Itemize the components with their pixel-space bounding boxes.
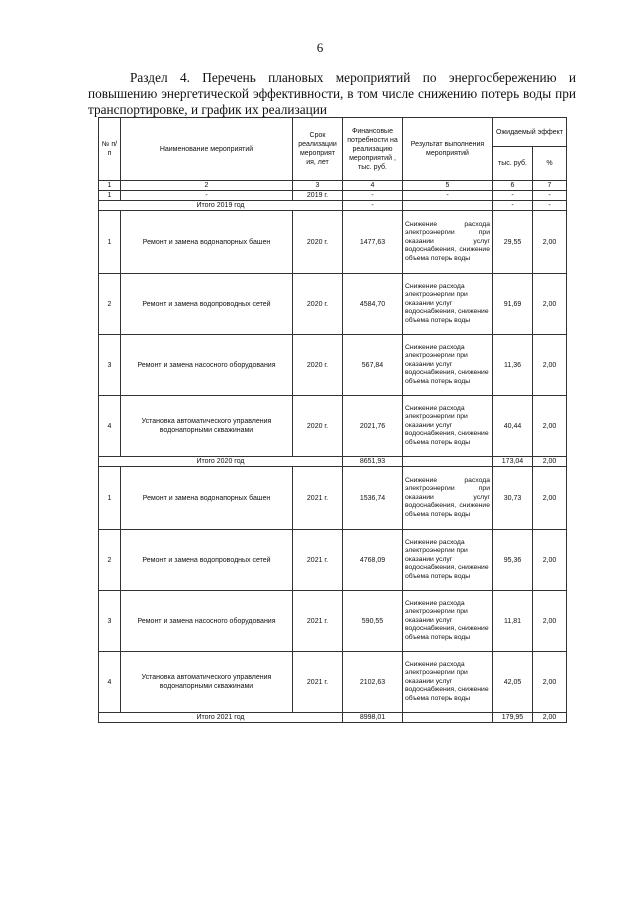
activity-finance: 2021,76 [343,396,403,457]
total-2020-result [403,457,493,467]
page-number: 6 [316,40,324,55]
header-effect: Ожидаемый эффект [493,118,567,147]
row-2019-finance: - [343,191,403,201]
column-number-2: 2 [121,181,293,191]
activity-name: Ремонт и замена водопроводных сетей [121,530,293,591]
activity-row-2020-2 [99,274,567,335]
activity-row-2020-3 [99,335,567,396]
activity-row-2021-2 [99,530,567,591]
activity-term: 2020 г. [293,274,343,335]
activity-finance: 4584,70 [343,274,403,335]
activity-term: 2021 г. [293,652,343,713]
activity-result: Снижение расхода электроэнергии при оказании услуг водоснабжения, снижение объема потерь воды [403,211,493,274]
activity-num: 3 [99,335,121,396]
row-2019-term: 2019 г. [293,191,343,201]
activity-result: Снижение расхода электроэнергии при оказании услуг водоснабжения, снижение объема потерь воды [403,274,493,335]
activity-term: 2020 г. [293,211,343,274]
activity-term: 2020 г. [293,396,343,457]
row-2019-name: - [121,191,293,201]
activity-finance: 567,84 [343,335,403,396]
row-2019-rub: - [493,191,533,201]
activity-finance: 1477,63 [343,211,403,274]
activity-name: Ремонт и замена водонапорных башен [121,467,293,530]
activity-row-2021-1 [99,467,567,530]
row-2019 [99,191,567,201]
activity-name: Ремонт и замена водопроводных сетей [121,274,293,335]
column-number-1: 1 [99,181,121,191]
activity-name: Ремонт и замена водонапорных башен [121,211,293,274]
column-number-6: 6 [493,181,533,191]
column-number-5: 5 [403,181,493,191]
activity-term: 2021 г. [293,467,343,530]
total-2021-pct: 2,00 [533,713,567,723]
header-effect-rub: тыс. руб. [493,147,533,181]
header-finance: Финансовые потребности на реализацию мероприятий , тыс. руб. [343,118,403,181]
column-numbers-row [99,181,567,191]
activity-term: 2021 г. [293,530,343,591]
activity-finance: 1536,74 [343,467,403,530]
activity-effect-rub: 29,55 [493,211,533,274]
total-2019-pct: - [533,201,567,211]
total-2020-label: Итого 2020 год [99,457,343,467]
activity-effect-pct: 2,00 [533,467,567,530]
activity-row-2021-4 [99,652,567,713]
activity-row-2020-4 [99,396,567,457]
column-number-4: 4 [343,181,403,191]
activity-effect-rub: 91,69 [493,274,533,335]
activities-table [98,117,567,723]
activity-effect-pct: 2,00 [533,211,567,274]
activity-result: Снижение расхода электроэнергии при оказании услуг водоснабжения, снижение объема потерь воды [403,467,493,530]
total-2020-finance: 8651,93 [343,457,403,467]
activity-effect-rub: 11,36 [493,335,533,396]
activity-result: Снижение расхода электроэнергии при оказании услуг водоснабжения, снижение объема потерь воды [403,530,493,591]
activity-name: Установка автоматического управления водонапорными скважинами [121,396,293,457]
activity-name: Ремонт и замена насосного оборудования [121,335,293,396]
activity-term: 2020 г. [293,335,343,396]
activity-finance: 590,55 [343,591,403,652]
activity-num: 4 [99,652,121,713]
activity-result: Снижение расхода электроэнергии при оказании услуг водоснабжения, снижение объема потерь воды [403,591,493,652]
total-2020-rub: 173,04 [493,457,533,467]
row-2019-num: 1 [99,191,121,201]
activity-finance: 4768,09 [343,530,403,591]
header-num: № п/ п [99,118,121,181]
activity-effect-rub: 95,36 [493,530,533,591]
total-2019-finance: - [343,201,403,211]
column-number-3: 3 [293,181,343,191]
activity-effect-pct: 2,00 [533,396,567,457]
total-2020-row [99,457,567,467]
row-2019-result: - [403,191,493,201]
activity-result: Снижение расхода электроэнергии при оказании услуг водоснабжения, снижение объема потерь воды [403,335,493,396]
activity-effect-pct: 2,00 [533,274,567,335]
activity-row-2020-1 [99,211,567,274]
activity-finance: 2102,63 [343,652,403,713]
activity-effect-pct: 2,00 [533,652,567,713]
activity-effect-rub: 11,81 [493,591,533,652]
total-2019-row [99,201,567,211]
activity-row-2021-3 [99,591,567,652]
activity-num: 1 [99,467,121,530]
total-2019-rub: - [493,201,533,211]
activity-effect-rub: 40,44 [493,396,533,457]
header-result: Результат выполнения мероприятий [403,118,493,181]
total-2019-result [403,201,493,211]
total-2021-rub: 179,95 [493,713,533,723]
total-2021-row [99,713,567,723]
activity-num: 2 [99,274,121,335]
activity-effect-rub: 42,05 [493,652,533,713]
activity-name: Ремонт и замена насосного оборудования [121,591,293,652]
total-2021-result [403,713,493,723]
total-2019-label: Итого 2019 год [99,201,343,211]
activity-num: 1 [99,211,121,274]
column-number-7: 7 [533,181,567,191]
total-2021-label: Итого 2021 год [99,713,343,723]
activity-effect-pct: 2,00 [533,335,567,396]
activity-name: Установка автоматического управления водонапорными скважинами [121,652,293,713]
activity-effect-pct: 2,00 [533,530,567,591]
total-2021-finance: 8998,01 [343,713,403,723]
header-effect-pct: % [533,147,567,181]
activity-result: Снижение расхода электроэнергии при оказании услуг водоснабжения, снижение объема потерь воды [403,652,493,713]
activities-table-container [98,117,566,723]
activity-num: 4 [99,396,121,457]
header-name: Наименование мероприятий [121,118,293,181]
row-2019-pct: - [533,191,567,201]
section-title: Раздел 4. Перечень плановых мероприятий по энергосбережению и повышению энергетической эффективности, в том числе снижению потерь воды при транспортировке, и график их реализации [88,70,576,117]
activity-result: Снижение расхода электроэнергии при оказании услуг водоснабжения, снижение объема потерь воды [403,396,493,457]
activity-effect-pct: 2,00 [533,591,567,652]
activity-num: 2 [99,530,121,591]
activity-effect-rub: 30,73 [493,467,533,530]
total-2020-pct: 2,00 [533,457,567,467]
activity-term: 2021 г. [293,591,343,652]
activity-num: 3 [99,591,121,652]
header-term: Срок реализации мероприят ия, лет [293,118,343,181]
